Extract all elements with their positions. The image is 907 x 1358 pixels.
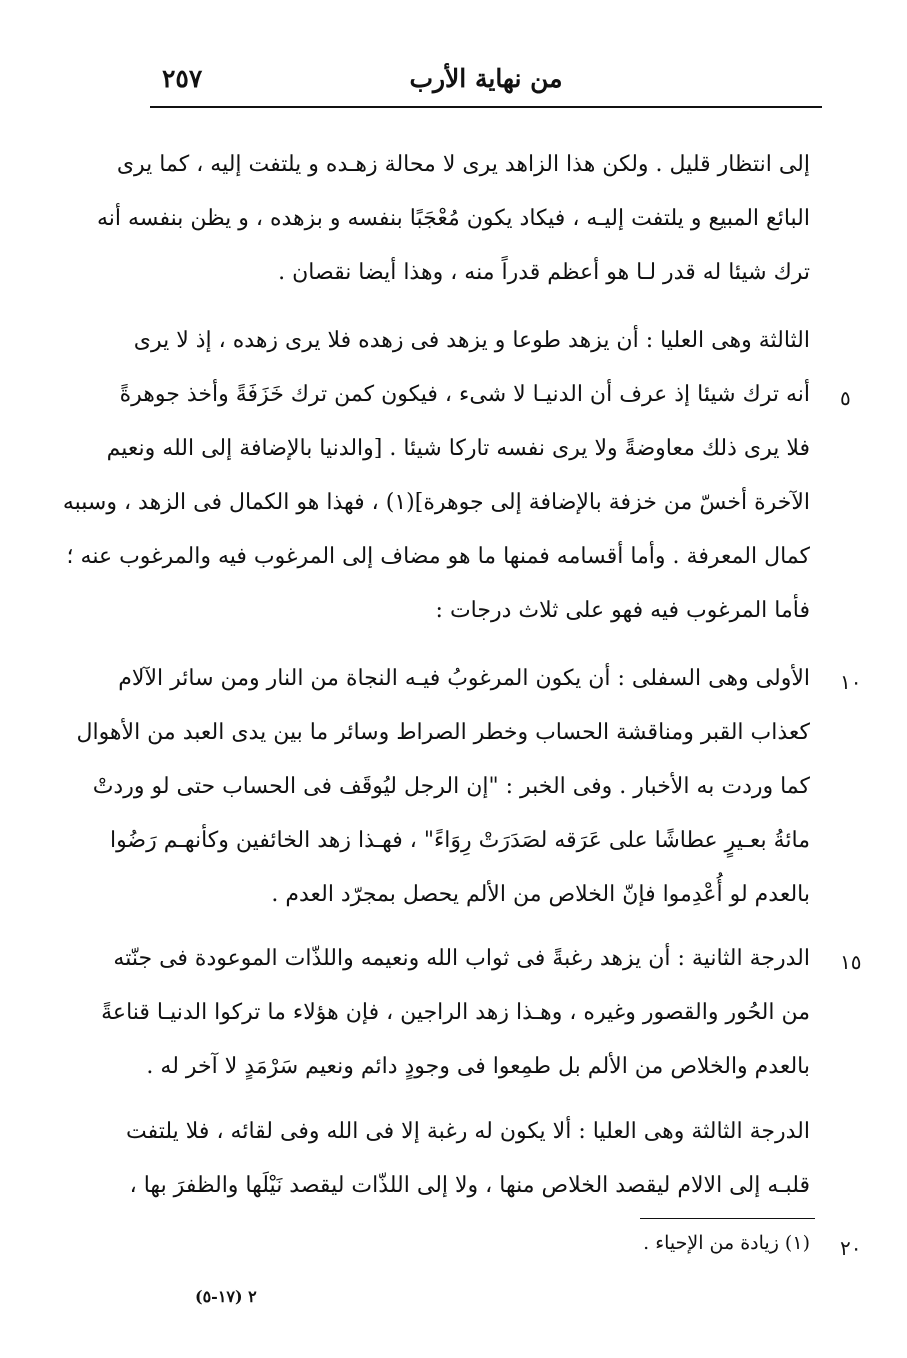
text-line: الدرجة الثانية : أن يزهد رغبةً فى ثواب الله ونعيمه واللذّات الموعودة فى جنّته	[113, 946, 810, 971]
paragraph-3	[76, 652, 810, 922]
paragraph-5	[126, 1105, 810, 1213]
line-number: ٥	[840, 386, 851, 410]
footnote: (١) زيادة من الإحياء .	[643, 1232, 810, 1254]
line-number: ٢٠	[840, 1236, 862, 1260]
text-line: كعذاب القبر ومناقشة الحساب وخطر الصراط وسائر ما بين يدى العبد من الأهوال	[76, 720, 810, 745]
text-line: أنه ترك شيئا إذ عرف أن الدنيـا لا شىء ، فيكون كمن ترك خَزَفَةً وأخذ جوهرةً	[119, 382, 810, 407]
text-line: البائع المبيع و يلتفت إليـه ، فيكاد يكون مُعْجَبًا بنفسه و بزهده ، و يظن بنفسه أنه	[97, 206, 810, 231]
text-line: بالعدم لو أُعْدِموا فإنّ الخلاص من الألم يحصل بمجرّد العدم .	[271, 882, 810, 907]
footnote-divider	[640, 1218, 815, 1219]
running-title: من نهاية الأرب	[409, 64, 563, 93]
text-line: كما وردت به الأخبار . وفى الخبر : "إن الرجل ليُوقَف فى الحساب حتى لو وردتْ	[92, 774, 810, 799]
line-number: ١٠	[840, 670, 862, 694]
text-line: من الحُور والقصور وغيره ، وهـذا زهد الراجين ، فإن هؤلاء ما تركوا الدنيـا قناعةً	[101, 1000, 810, 1025]
text-line: الآخرة أخسّ من خزفة بالإضافة إلى جوهرة](١) ، فهذا هو الكمال فى الزهد ، وسببه	[62, 490, 810, 515]
paragraph-4	[101, 932, 810, 1094]
text-line: كمال المعرفة . وأما أقسامه فمنها ما هو مضاف إلى المرغوب فيه والمرغوب عنه ؛	[66, 544, 810, 569]
text-line: قلبـه إلى الالام ليقصد الخلاص منها ، ولا إلى اللذّات ليقصد نَيْلَها والظفرَ بها ،	[129, 1173, 810, 1198]
printer-signature: ٢ (١٧-٥)	[195, 1287, 257, 1306]
text-line: فلا يرى ذلك معاوضةً ولا يرى نفسه تاركا شيئا . [والدنيا بالإضافة إلى الله ونعيم	[106, 436, 810, 461]
text-line: الأولى وهى السفلى : أن يكون المرغوبُ فيـه النجاة من النار ومن سائر الآلام	[118, 666, 810, 691]
text-line: مائةُ بعـيرٍ عطاشًا على عَرَقه لصَدَرَتْ رِوَاءً" ، فهـذا زهد الخائفين وكأنهـم رَضُوا	[109, 828, 810, 853]
text-line: الدرجة الثالثة وهى العليا : ألا يكون له رغبة إلا فى الله وفى لقائه ، فلا يلتفت	[126, 1119, 810, 1144]
text-line: إلى انتظار قليل . ولكن هذا الزاهد يرى لا محالة زهـده و يلتفت إليه ، كما يرى	[116, 152, 810, 177]
text-line: فأما المرغوب فيه فهو على ثلاث درجات :	[435, 598, 810, 623]
page-header	[150, 62, 822, 108]
paragraph-1	[97, 138, 810, 300]
text-line: ترك شيئا له قدر لـا هو أعظم قدراً منه ، وهذا أيضا نقصان .	[278, 260, 810, 285]
text-line: الثالثة وهى العليا : أن يزهد طوعا و يزهد فى زهده فلا يرى زهده ، إذ لا يرى	[133, 328, 810, 353]
page-number: ٢٥٧	[162, 64, 203, 93]
paragraph-2	[62, 314, 810, 638]
text-line: بالعدم والخلاص من الألم بل طمِعوا فى وجودٍ دائم ونعيم سَرْمَدٍ لا آخر له .	[146, 1054, 810, 1079]
line-number: ١٥	[840, 950, 862, 974]
